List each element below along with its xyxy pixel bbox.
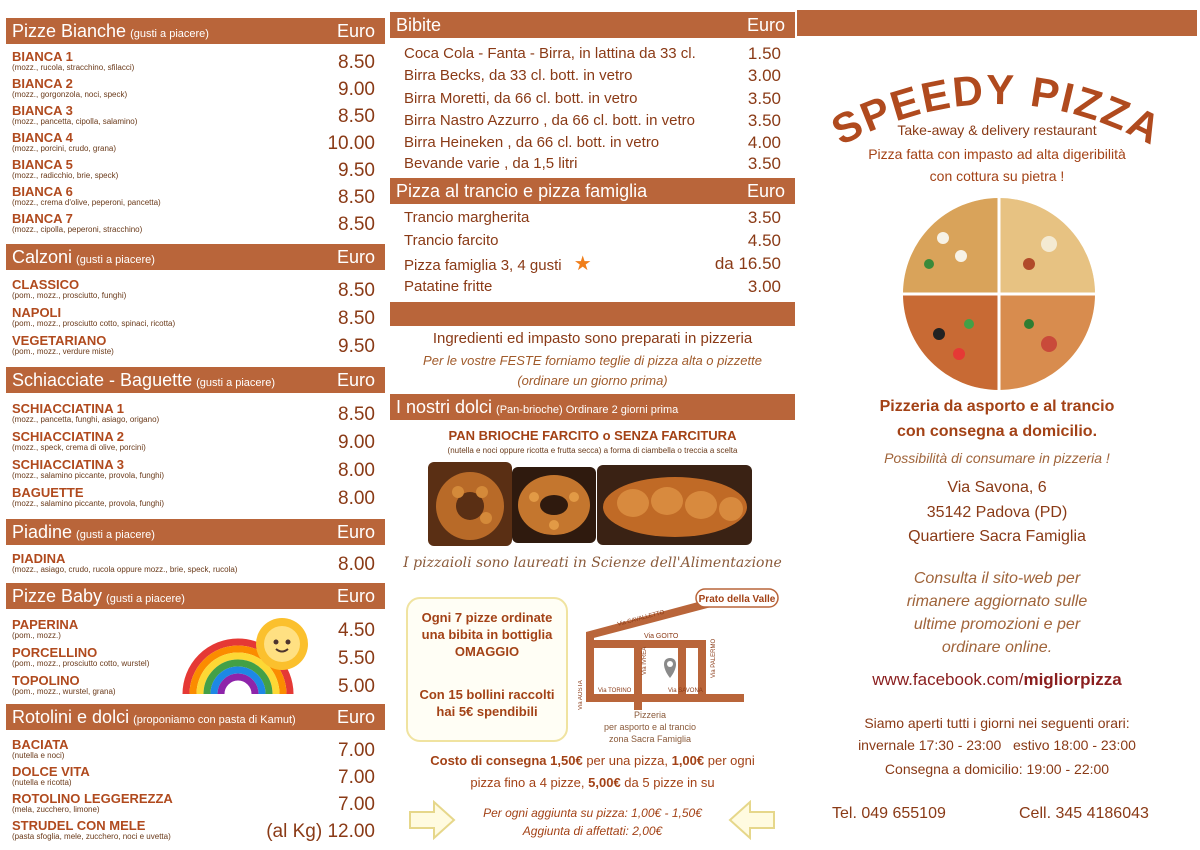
promo-line: Ogni 7 pizze ordinate: [421, 610, 553, 625]
brioche-title: PAN BRIOCHE FARCITO o SENZA FARCITURA: [448, 428, 737, 443]
section-title: Rotolini e dolci: [12, 707, 130, 727]
section-header-pizze-bianche: [6, 18, 385, 44]
item-name: Trancio farcito: [404, 232, 499, 249]
possibilita-text: Possibilità di consumare in pizzeria !: [884, 450, 1110, 466]
item-price: 8.50: [338, 404, 375, 425]
cell-number[interactable]: Cell. 345 4186043: [1019, 805, 1149, 822]
section-subtitle: (gusti a piacere): [106, 593, 185, 605]
menu-item: [6, 278, 385, 306]
pizza-collage-photo: [899, 194, 1099, 394]
brioche-photo-1: [428, 462, 512, 546]
item-name: PIADINA: [12, 551, 66, 566]
brioche-photo-3: [597, 465, 752, 545]
item-desc: (pom., mozz., prosciutto, funghi): [12, 291, 127, 300]
item-name: BACIATA: [12, 737, 69, 752]
aggiunta-text: Aggiunta di affettati: 2,00€: [522, 824, 663, 838]
consegna-part: 1,50€: [550, 753, 583, 768]
drink-item: [404, 133, 785, 155]
menu-item: [6, 458, 385, 486]
item-note: da 66 cl. bott. in vetro: [494, 90, 638, 107]
consegna-part: pizza fino a 4 pizze,: [470, 775, 589, 790]
menu-item: [6, 738, 385, 766]
logo-text: SPEEDY PIZZA: [824, 65, 1170, 154]
item-name: BIANCA 5: [12, 157, 73, 172]
item-desc: (pom., mozz., prosciutto cotto, wurstel): [12, 659, 150, 668]
map-caption: zona Sacra Famiglia: [608, 734, 692, 744]
item-name: Patatine fritte: [404, 278, 493, 295]
section-title: Piadine: [12, 522, 73, 542]
menu-item: [6, 77, 385, 105]
promo-line: Con 15 bollini raccolti: [419, 687, 555, 702]
item-price: 9.00: [338, 79, 375, 100]
item-name: SCHIACCIATINA 3: [12, 457, 124, 472]
item-price: 8.50: [338, 280, 375, 301]
section-header-dolci: [390, 394, 795, 420]
menu-item: [6, 185, 385, 213]
facebook-link[interactable]: [797, 670, 1197, 690]
item-name: ROTOLINO LEGGEREZZA: [12, 791, 173, 806]
item-name: BIANCA 1: [12, 49, 73, 64]
drink-item: [404, 89, 785, 111]
menu-item: [6, 792, 385, 820]
item-desc: (mozz., salamino piccante, provola, funghi): [12, 471, 165, 480]
menu-item: [6, 402, 385, 430]
item-price: 4.50: [338, 620, 375, 641]
item-name: PORCELLINO: [12, 645, 98, 660]
menu-item: [6, 131, 385, 159]
item-price: 8.50: [338, 214, 375, 235]
tagline: Take-away & delivery restaurant: [897, 122, 1097, 138]
section-header-piadine: [6, 519, 385, 545]
euro-label: Euro: [336, 707, 375, 727]
brioche-subtitle: (nutella e noci oppure ricotta e frutta secca) a forma di ciambella o treccia a scelta: [447, 446, 738, 455]
section-subtitle: (gusti a piacere): [76, 529, 155, 541]
item-price: 3.00: [747, 66, 781, 85]
item-name: Pizza famiglia 3, 4 gusti: [404, 257, 562, 274]
consegna-part: da 5 pizze in su: [620, 775, 715, 790]
item-name: NAPOLI: [12, 305, 62, 320]
item-name: BIANCA 4: [12, 130, 73, 145]
map-caption: Pizzeria: [633, 710, 667, 720]
item-name: Coca Cola - Fanta - Birra,: [404, 45, 575, 62]
euro-label: Euro: [336, 522, 375, 542]
euro-label: Euro: [336, 586, 375, 606]
arrow-left-icon: [728, 800, 776, 840]
web-info-line: ultime promozioni e per: [913, 616, 1081, 633]
menu-item: [6, 306, 385, 334]
item-desc: (mozz., crema d'olive, peperoni, pancetta): [12, 198, 161, 207]
item-name: Birra Becks,: [404, 67, 485, 84]
section-title: Pizza al trancio e pizza famiglia: [396, 181, 648, 201]
promo-box: [406, 597, 568, 742]
brioche-photo-2: [512, 467, 596, 543]
item-desc: (mozz., cipolla, peperoni, stracchino): [12, 225, 143, 234]
item-price: 8.50: [338, 52, 375, 73]
aggiunta-text: Per ogni aggiunta su pizza: 1,00€ - 1,50€: [483, 806, 702, 820]
trancio-item: [404, 231, 785, 253]
map-label: Via IVREA: [642, 646, 648, 675]
item-name: BIANCA 6: [12, 184, 73, 199]
address-line: Via Savona, 6: [947, 479, 1047, 496]
section-header-trancio: [390, 178, 795, 204]
trancio-item: [404, 254, 785, 276]
map-label: Via SAVONA: [668, 688, 703, 694]
menu-item: [6, 50, 385, 78]
item-name: Birra Heineken ,: [404, 134, 512, 151]
item-price: 5.50: [338, 648, 375, 669]
promo-line: una bibita in bottiglia: [421, 627, 553, 642]
item-price: 3.50: [747, 89, 781, 108]
consegna-text: [390, 753, 795, 768]
map-label: Via CAVALLETTO: [616, 609, 666, 628]
item-desc: (mozz., pancetta, funghi, asiago, origano): [12, 415, 160, 424]
feste-note: (ordinare un giorno prima): [517, 373, 668, 388]
item-desc: (pom., mozz., prosciutto cotto, spinaci, ricotta): [12, 319, 176, 328]
item-note: da 1,5 litri: [512, 155, 578, 172]
item-note: da 66 cl. bott. in vetro: [551, 112, 695, 129]
map-label: Via GOITO: [644, 633, 679, 640]
section-subtitle: (gusti a piacere): [76, 254, 155, 266]
section-title: Calzoni: [12, 247, 73, 267]
item-price: 3.50: [747, 111, 781, 130]
item-price: 9.00: [338, 432, 375, 453]
info-column-right: [797, 10, 1197, 845]
item-desc: (mozz., salamino piccante, provola, funghi): [12, 499, 165, 508]
item-name: Birra Nastro Azzurro ,: [404, 112, 548, 129]
item-price: 8.50: [338, 106, 375, 127]
item-price: 8.50: [338, 308, 375, 329]
item-price: 3.50: [747, 208, 781, 227]
map-caption: per asporto e al trancio: [603, 722, 697, 732]
item-price: 7.00: [338, 740, 375, 761]
item-price: 3.00: [747, 277, 781, 296]
item-price: 5.00: [338, 676, 375, 697]
item-desc: (mozz., pancetta, cipolla, salamino): [12, 117, 138, 126]
item-name: BIANCA 7: [12, 211, 73, 226]
item-name: SCHIACCIATINA 2: [12, 429, 124, 444]
item-price: 9.50: [338, 160, 375, 181]
consegna-part: per una pizza,: [582, 753, 672, 768]
divider-bar: [390, 302, 795, 326]
item-price: (al Kg) 12.00: [266, 821, 375, 842]
item-desc: (mozz., speck, crema di olive, porcini): [12, 443, 146, 452]
section-title: Pizze Baby: [12, 586, 103, 606]
section-header-calzoni: [6, 244, 385, 270]
menu-item: [6, 334, 385, 362]
item-price: 10.00: [327, 133, 375, 154]
menu-item: [6, 104, 385, 132]
section-header-rotolini: [6, 704, 385, 730]
item-desc: (mozz., asiago, crudo, rucola oppure mozz., brie, speck, rucola): [12, 565, 238, 574]
consegna-part: per ogni: [704, 753, 755, 768]
euro-label: Euro: [336, 370, 375, 390]
euro-label: Euro: [336, 21, 375, 41]
item-desc: (nutella e ricotta): [12, 778, 72, 787]
section-title: I nostri dolci: [396, 397, 493, 417]
trancio-item: [404, 208, 785, 230]
section-subtitle: (gusti a piacere): [130, 28, 209, 40]
menu-item: [6, 552, 385, 580]
item-note: da 33 cl. bott. in vetro: [489, 67, 633, 84]
hours-line: Consegna a domicilio: 19:00 - 22:00: [884, 761, 1110, 777]
svg-text:SPEEDY PIZZA: [824, 66, 1170, 154]
web-info-line: Consulta il sito-web per: [913, 570, 1081, 587]
item-price: 8.00: [338, 554, 375, 575]
map-label: Prato della Valle: [698, 594, 776, 605]
item-note: in lattina da 33 cl.: [579, 45, 696, 62]
item-name: BAGUETTE: [12, 485, 84, 500]
item-desc: (pasta sfoglia, mele, zucchero, noci e uvetta): [12, 832, 171, 841]
promo-line: hai 5€ spendibili: [436, 704, 538, 719]
map-label: Via TORINO: [598, 688, 632, 694]
menu-item: [6, 158, 385, 186]
section-header-bibite: [390, 12, 795, 38]
section-header-pizze-baby: [6, 583, 385, 609]
map-pin-icon: [664, 658, 676, 678]
menu-item: [6, 819, 385, 847]
top-bar: [797, 10, 1197, 36]
item-name: VEGETARIANO: [12, 333, 107, 348]
menu-column-middle: [390, 10, 795, 845]
item-price: 7.00: [338, 767, 375, 788]
item-desc: (mozz., radicchio, brie, speck): [12, 171, 119, 180]
section-title: Bibite: [396, 15, 442, 35]
menu-item: [6, 212, 385, 240]
item-name: TOPOLINO: [12, 673, 80, 688]
menu-item: [6, 765, 385, 793]
sun-icon: [256, 618, 308, 670]
item-desc: (pom., mozz., verdure miste): [12, 347, 114, 356]
item-name: Bevande varie ,: [404, 155, 509, 172]
section-subtitle: (Pan-brioche) Ordinare 2 giorni prima: [496, 404, 679, 416]
consegna-part: 5,00€: [588, 775, 621, 790]
item-name: CLASSICO: [12, 277, 80, 292]
item-desc: (nutella e noci): [12, 751, 65, 760]
ingredienti-text: Ingredienti ed impasto sono preparati in pizzeria: [432, 330, 753, 347]
item-desc: (pom., mozz., wurstel, grana): [12, 687, 116, 696]
web-info-line: rimanere aggiornato sulle: [906, 593, 1088, 610]
consegna-text: [390, 775, 795, 790]
facebook-prefix[interactable]: www.facebook.com/: [872, 670, 1024, 689]
laureati-text: I pizzaioli sono laureati in Scienze dell'Alimentazione: [403, 555, 782, 571]
drink-item: [404, 154, 785, 176]
item-desc: (pom., mozz.): [12, 631, 61, 640]
section-subtitle: (proponiamo con pasta di Kamut): [133, 714, 296, 726]
item-price: 8.00: [338, 460, 375, 481]
item-name: BIANCA 2: [12, 76, 73, 91]
asporto-text: con consegna a domicilio.: [896, 423, 1098, 440]
item-price: 4.50: [747, 231, 781, 250]
description-line: Pizza fatta con impasto ad alta digeribilità: [868, 146, 1126, 162]
trancio-item: [404, 277, 785, 299]
item-price: 3.50: [747, 154, 781, 173]
menu-column-left: [6, 10, 385, 845]
item-price: 4.00: [747, 133, 781, 152]
location-map: [578, 580, 788, 755]
section-title: Schiacciate - Baguette: [12, 370, 193, 390]
item-name: PAPERINA: [12, 617, 79, 632]
item-name: Birra Moretti,: [404, 90, 490, 107]
item-name: STRUDEL CON MELE: [12, 818, 146, 833]
item-desc: (mozz., gorgonzola, noci, speck): [12, 90, 128, 99]
item-price: 7.00: [338, 794, 375, 815]
item-desc: (mozz., rucola, stracchino, sfilacci): [12, 63, 135, 72]
item-name: SCHIACCIATINA 1: [12, 401, 124, 416]
item-note: da 66 cl. bott. in vetro: [515, 134, 660, 151]
item-name: BIANCA 3: [12, 103, 73, 118]
drink-item: [404, 66, 785, 88]
consegna-part: Costo di consegna: [430, 753, 551, 768]
item-desc: (mozz., porcini, crudo, grana): [12, 144, 117, 153]
item-price: 1.50: [747, 44, 781, 63]
section-subtitle: (gusti a piacere): [196, 377, 275, 389]
section-title: Pizze Bianche: [12, 21, 127, 41]
hours-line: Siamo aperti tutti i giorni nei seguenti orari:: [864, 715, 1130, 731]
menu-item: [6, 486, 385, 514]
euro-label: Euro: [746, 181, 785, 201]
drink-item: [404, 44, 785, 66]
facebook-handle[interactable]: migliorpizza: [1023, 670, 1122, 689]
item-desc: (mela, zucchero, limone): [12, 805, 100, 814]
address-line: 35142 Padova (PD): [926, 504, 1068, 521]
section-header-schiacciate: [6, 367, 385, 393]
map-label: Via PALERMO: [711, 638, 717, 678]
web-info-line: ordinare online.: [941, 639, 1053, 656]
drink-item: [404, 111, 785, 133]
euro-label: Euro: [746, 15, 785, 35]
item-price: 8.00: [338, 488, 375, 509]
feste-text: Per le vostre FESTE forniamo teglie di pizza alta o pizzette: [423, 353, 762, 368]
address-line: Quartiere Sacra Famiglia: [908, 528, 1086, 545]
description-line: con cottura su pietra !: [929, 168, 1065, 184]
rainbow-sun-illustration: [178, 612, 318, 702]
asporto-text: Pizzeria da asporto e al trancio: [879, 398, 1115, 415]
map-label: Via AOSTA: [578, 680, 584, 710]
menu-item: [6, 430, 385, 458]
item-price: da 16.50: [714, 254, 781, 273]
euro-label: Euro: [336, 247, 375, 267]
hours-line: invernale 17:30 - 23:00 estivo 18:00 - 23:00: [858, 737, 1136, 753]
promo-line: OMAGGIO: [454, 644, 520, 659]
item-price: 8.50: [338, 187, 375, 208]
item-name: DOLCE VITA: [12, 764, 90, 779]
item-name: Trancio margherita: [404, 209, 530, 226]
star-icon: ★: [573, 253, 592, 275]
consegna-part: 1,00€: [671, 753, 705, 768]
item-price: 9.50: [338, 336, 375, 357]
phone-number[interactable]: Tel. 049 655109: [832, 805, 946, 822]
